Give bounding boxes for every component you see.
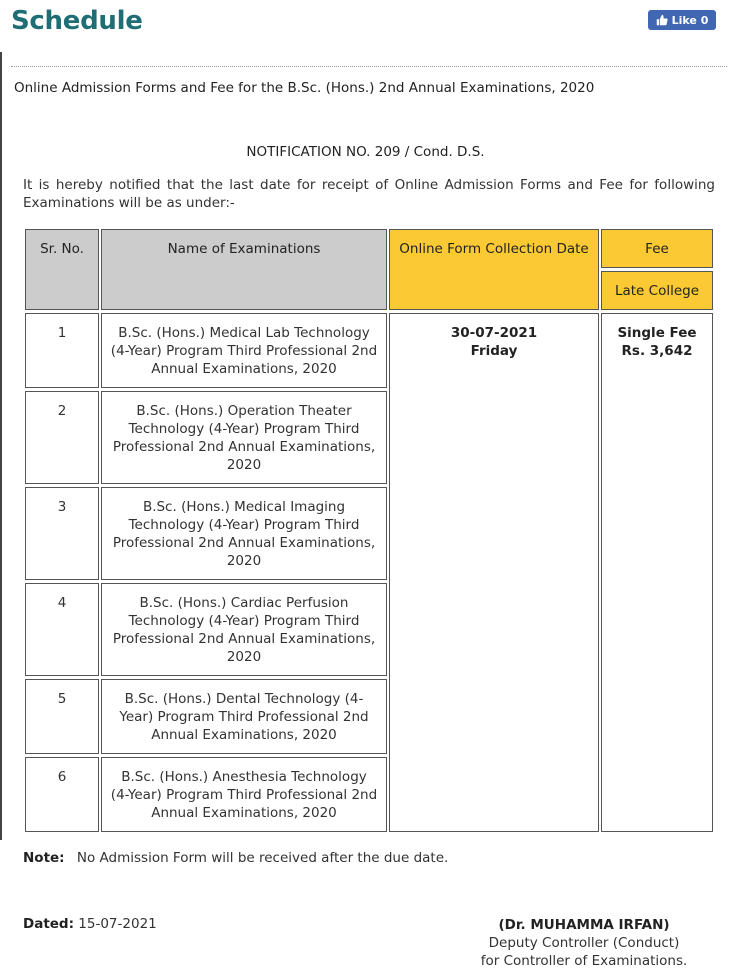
note-text: No Admission Form will be received after the due date. <box>76 850 449 866</box>
row-1-exam: B.Sc. (Hons.) Medical Lab Technology (4-Year) Program Third Professional 2nd Annual Examinations, 2020 <box>101 313 387 388</box>
header-late-college: Late College <box>601 271 713 310</box>
thumbs-up-icon <box>656 14 668 26</box>
header-collection-date: Online Form Collection Date <box>389 229 599 310</box>
fee-amount: Rs. 3,642 <box>621 343 693 359</box>
header-sr-no: Sr. No. <box>25 229 99 310</box>
collection-date-cell <box>389 313 599 832</box>
collection-day: Friday <box>470 343 518 359</box>
row-4-sr: 4 <box>25 583 99 676</box>
row-3-exam: B.Sc. (Hons.) Medical Imaging Technology (4-Year) Program Third Professional 2nd Annual Examinations, 2020 <box>101 487 387 580</box>
divider <box>11 66 727 67</box>
facebook-like-button[interactable] <box>648 10 716 30</box>
row-6-exam: B.Sc. (Hons.) Anesthesia Technology (4-Year) Program Third Professional 2nd Annual Examinations, 2020 <box>101 757 387 832</box>
notification-number: NOTIFICATION NO. 209 / Cond. D.S. <box>246 144 485 160</box>
signature-block <box>470 916 698 970</box>
signatory-name: (Dr. MUHAMMA IRFAN) <box>498 917 670 933</box>
row-5-exam: B.Sc. (Hons.) Dental Technology (4-Year) Program Third Professional 2nd Annual Examinations, 2020 <box>101 679 387 754</box>
page-title: Schedule <box>11 6 143 36</box>
row-3-sr: 3 <box>25 487 99 580</box>
collection-date: 30-07-2021 <box>450 325 538 341</box>
signatory-for: for Controller of Examinations. <box>480 953 688 969</box>
dated <box>23 916 157 932</box>
notice-intro: It is hereby notified that the last date for receipt of Online Admission Forms and Fee for following Examinations will be as under:- <box>23 177 715 211</box>
row-2-sr: 2 <box>25 391 99 484</box>
fee-type: Single Fee <box>617 325 697 341</box>
signatory-title: Deputy Controller (Conduct) <box>488 935 680 951</box>
note <box>23 850 448 866</box>
dated-label: Dated: <box>23 916 74 932</box>
row-5-sr: 5 <box>25 679 99 754</box>
header-exam-name: Name of Examinations <box>101 229 387 310</box>
notice-subtitle: Online Admission Forms and Fee for the B.Sc. (Hons.) 2nd Annual Examinations, 2020 <box>14 80 595 96</box>
like-label: Like 0 <box>671 13 709 27</box>
row-1-sr: 1 <box>25 313 99 388</box>
note-label: Note: <box>23 850 65 866</box>
left-border <box>0 52 2 840</box>
fee-cell <box>601 313 713 832</box>
row-4-exam: B.Sc. (Hons.) Cardiac Perfusion Technology (4-Year) Program Third Professional 2nd Annual Examinations, 2020 <box>101 583 387 676</box>
row-2-exam: B.Sc. (Hons.) Operation Theater Technology (4-Year) Program Third Professional 2nd Annual Examinations, 2020 <box>101 391 387 484</box>
header-fee: Fee <box>601 229 713 268</box>
dated-value: 15-07-2021 <box>78 916 157 932</box>
row-6-sr: 6 <box>25 757 99 832</box>
